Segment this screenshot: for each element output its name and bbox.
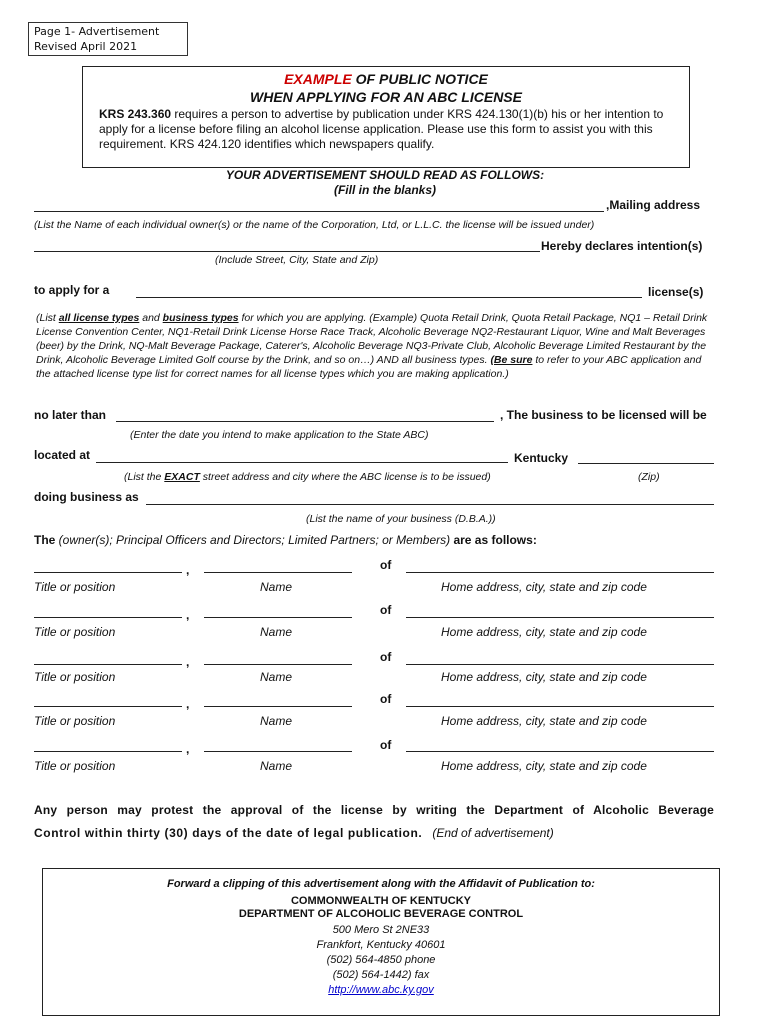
are-as-follows: are as follows: [453, 533, 537, 547]
org-fax: (502) 564-1442) fax [332, 969, 430, 981]
protest-line1: Any person may protest the approval of the license by writing the Department of Alcoholic Beverage [34, 803, 714, 817]
date-note: (Enter the date you intend to make application to the State ABC) [130, 429, 429, 441]
title-field[interactable] [34, 572, 182, 573]
comma: , [186, 655, 190, 669]
name-field[interactable] [204, 751, 352, 752]
address-caption: Home address, city, state and zip code [441, 759, 647, 773]
of-label: of [380, 692, 392, 706]
title-line1 [83, 71, 689, 87]
intro-text [99, 107, 679, 152]
mailing-address-label: ,Mailing address [606, 198, 701, 212]
org-city: Frankfort, Kentucky 40601 [316, 939, 446, 951]
name-field[interactable] [204, 664, 352, 665]
license-note-b: for which you are applying. (Example) Quota Retail Drink, Quota Retail Package, NQ1 – Retail Drink License Convention Center, NQ1-Retail Drink License Horse Race Track, Alcoholic Beverage NQ2-Restaurant Liquor, Wine and Malt Beverages (beer) by the Drink, NQ-Malt Beverage Package, Caterer's, Alcoholic Beverage NQ3-Private Club, Alcoholic Beverage Limited Restaurant by the Drink, Alcoholic Beverage Limited Golf course by the Drink, and so on…) AND all business types. [36, 312, 708, 366]
address-caption: Home address, city, state and zip code [441, 625, 647, 639]
exact-word: EXACT [164, 471, 200, 483]
home-address-field[interactable] [406, 751, 714, 752]
title-caption: Title or position [34, 714, 116, 728]
of-label: of [380, 738, 392, 752]
org-url-wrap [43, 983, 719, 998]
name-caption: Name [260, 670, 293, 684]
apply-for-label: to apply for a [34, 283, 110, 297]
declares-label: Hereby declares intention(s) [541, 239, 703, 253]
title-field[interactable] [34, 706, 182, 707]
home-address-field[interactable] [406, 572, 714, 573]
of-label: of [380, 650, 392, 664]
address-note-rest: street address and city where the ABC license is to be issued) [199, 471, 491, 483]
located-at-label: located at [34, 448, 91, 462]
revised-date: Revised April 2021 [34, 40, 138, 53]
title-caption: Title or position [34, 759, 116, 773]
title-line1-rest: OF PUBLIC NOTICE [351, 71, 488, 87]
of-label: of [380, 558, 392, 572]
of-label: of [380, 603, 392, 617]
license-type-field[interactable] [136, 297, 642, 298]
title-caption: Title or position [34, 625, 116, 639]
page-label: Page 1- Advertisement [34, 25, 160, 38]
business-licensed-label: , The business to be licensed will be [500, 408, 707, 422]
home-address-field[interactable] [406, 617, 714, 618]
owners-note: (owner(s); Principal Officers and Directors; Limited Partners; or Members) [55, 533, 454, 547]
home-address-field[interactable] [406, 706, 714, 707]
forward-box [42, 868, 720, 1016]
application-date-field[interactable] [116, 421, 494, 422]
instructions-sub: (Fill in the blanks) [333, 183, 436, 197]
comma: , [186, 608, 190, 622]
title-caption: Title or position [34, 580, 116, 594]
name-caption: Name [260, 580, 293, 594]
license-note-and: and [139, 312, 163, 324]
zip-field[interactable] [578, 463, 714, 464]
protest-line2-wrap [34, 826, 554, 840]
org-line2: DEPARTMENT OF ALCOHOLIC BEVERAGE CONTROL [238, 908, 524, 920]
instructions-heading: YOUR ADVERTISEMENT SHOULD READ AS FOLLOWS: [225, 168, 545, 182]
business-types: business types [162, 312, 239, 324]
krs-ref: KRS 243.360 [99, 107, 172, 121]
abc-website-link[interactable]: http://www.abc.ky.gov [328, 984, 434, 996]
title-field[interactable] [34, 751, 182, 752]
comma: , [186, 742, 190, 756]
comma: , [186, 697, 190, 711]
address-caption: Home address, city, state and zip code [441, 670, 647, 684]
title-caption: Title or position [34, 670, 116, 684]
street-address-field[interactable] [96, 462, 508, 463]
address-caption: Home address, city, state and zip code [441, 580, 647, 594]
protest-line2: Control within thirty (30) days of the date of legal publication. [34, 826, 423, 840]
dba-field[interactable] [146, 504, 714, 505]
name-field[interactable] [204, 706, 352, 707]
all-license-types: all license types [58, 312, 140, 324]
kentucky-label: Kentucky [514, 451, 569, 465]
name-caption: Name [260, 625, 293, 639]
license-note [36, 311, 716, 381]
org-line1: COMMONWEALTH OF KENTUCKY [290, 895, 472, 907]
title-line2: WHEN APPLYING FOR AN ABC LICENSE [250, 89, 522, 105]
name-field[interactable] [204, 617, 352, 618]
comma: , [186, 563, 190, 577]
no-later-than-label: no later than [34, 408, 107, 422]
name-caption: Name [260, 714, 293, 728]
forward-heading: Forward a clipping of this advertisement along with the Affidavit of Publication to: [167, 878, 595, 890]
address-note [124, 471, 491, 483]
be-sure: (Be sure [490, 354, 533, 366]
mailing-address-field[interactable] [34, 251, 540, 252]
example-word: EXAMPLE [284, 71, 352, 87]
owner-note: (List the Name of each individual owner(s) or the name of the Corporation, Ltd, or L.L.C. the license will be issued under) [34, 219, 595, 231]
license-note-a: (List [36, 312, 59, 324]
title-box [82, 66, 690, 168]
licenses-label: license(s) [648, 285, 704, 299]
owners-intro [34, 533, 537, 547]
page-label-box [28, 22, 188, 56]
home-address-field[interactable] [406, 664, 714, 665]
intro-rest: requires a person to advertise by publication under KRS 424.130(1)(b) his or her intention to apply for a license before filing an alcohol license application. Please use this form to assist you with this requirement. KRS 424.120 identifies which newspapers qualify. [99, 107, 664, 151]
address-caption: Home address, city, state and zip code [441, 714, 647, 728]
owner-name-field[interactable] [34, 211, 604, 212]
dba-note: (List the name of your business (D.B.A.)) [306, 513, 496, 525]
zip-note: (Zip) [638, 471, 660, 483]
org-street: 500 Mero St 2NE33 [332, 924, 430, 936]
doing-business-label: doing business as [34, 490, 139, 504]
org-phone: (502) 564-4850 phone [326, 954, 436, 966]
the-word: The [34, 533, 56, 547]
street-note: (Include Street, City, State and Zip) [215, 254, 379, 266]
address-note-a: (List the [124, 471, 165, 483]
title-field[interactable] [34, 617, 182, 618]
name-field[interactable] [204, 572, 352, 573]
end-of-ad: (End of advertisement) [432, 826, 554, 840]
title-field[interactable] [34, 664, 182, 665]
name-caption: Name [260, 759, 293, 773]
license-note-c: to refer to your ABC application and the attached license type list for correct names for all license types which you are making application.) [36, 354, 702, 380]
